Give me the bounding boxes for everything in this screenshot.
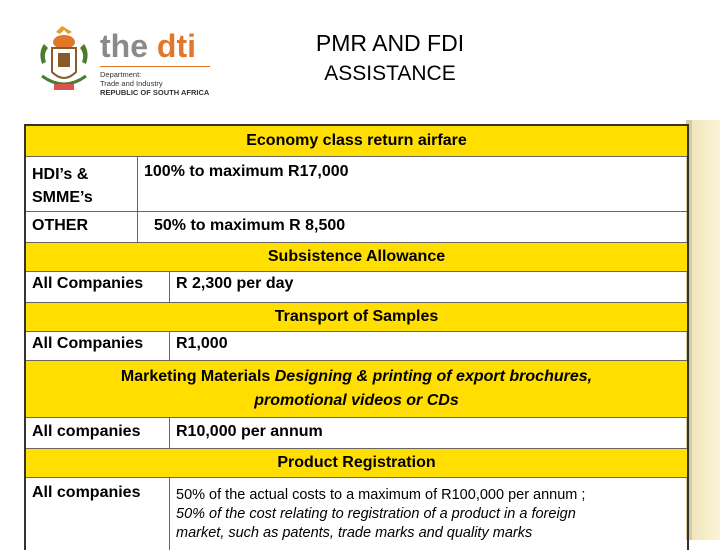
row-value: R 2,300 per day [176, 275, 294, 292]
section-header-registration [26, 449, 687, 478]
row-label: OTHER [26, 212, 138, 242]
registration-line-1: 50% of the actual costs to a maximum of R100,000 per annum ; [176, 487, 586, 503]
registration-line-2: 50% of the cost relating to registration of a product in a foreign [176, 506, 576, 522]
row-value [170, 478, 687, 550]
table-row [26, 478, 687, 550]
row-label [26, 157, 138, 211]
row-label-line2: SMME’s [32, 189, 93, 206]
section-header-transport [26, 303, 687, 332]
table-row [26, 157, 687, 212]
section-header-subsistence [26, 243, 687, 272]
brand-divider [100, 66, 210, 67]
header-transport-text: Transport of Samples [274, 308, 439, 325]
header-marketing-plain: Marketing Materials [120, 368, 275, 385]
dti-logo [34, 22, 234, 106]
row-label: All companies [26, 478, 170, 550]
assistance-table [24, 124, 689, 550]
section-header-marketing [26, 361, 687, 418]
page-title: PMR AND FDI [315, 30, 465, 56]
row-label: All Companies [26, 272, 170, 302]
header-subsistence-text: Subsistence Allowance [267, 248, 446, 265]
brand-suffix: dti [156, 28, 196, 64]
header-registration-text: Product Registration [277, 454, 436, 471]
header-airfare-text: Economy class return airfare [246, 132, 467, 149]
decorative-side-bar [686, 120, 720, 540]
page-subtitle: ASSISTANCE [324, 62, 456, 85]
row-label-line1: HDI’s & [32, 166, 89, 183]
table-row [26, 272, 687, 303]
header-marketing-italic-2: promotional videos or CDs [254, 392, 459, 409]
table-row [26, 332, 687, 361]
row-label: All companies [26, 418, 170, 448]
table-row [26, 212, 687, 243]
logo-line-3: REPUBLIC OF SOUTH AFRICA [100, 88, 210, 97]
row-value: R10,000 per annum [176, 423, 323, 440]
row-label: All Companies [26, 332, 170, 360]
logo-line-1: Department: [100, 70, 142, 79]
registration-line-3: market, such as patents, trade marks and quality marks [176, 525, 533, 541]
section-header-airfare [26, 126, 687, 157]
row-value: R1,000 [176, 335, 228, 352]
logo-line-2: Trade and Industry [100, 79, 163, 88]
row-value: 100% to maximum R17,000 [144, 163, 349, 180]
row-value: 50% to maximum R 8,500 [154, 217, 346, 234]
header-marketing-italic: Designing & printing of export brochures, [274, 368, 593, 385]
brand-prefix: the [100, 28, 157, 64]
table-row [26, 418, 687, 449]
